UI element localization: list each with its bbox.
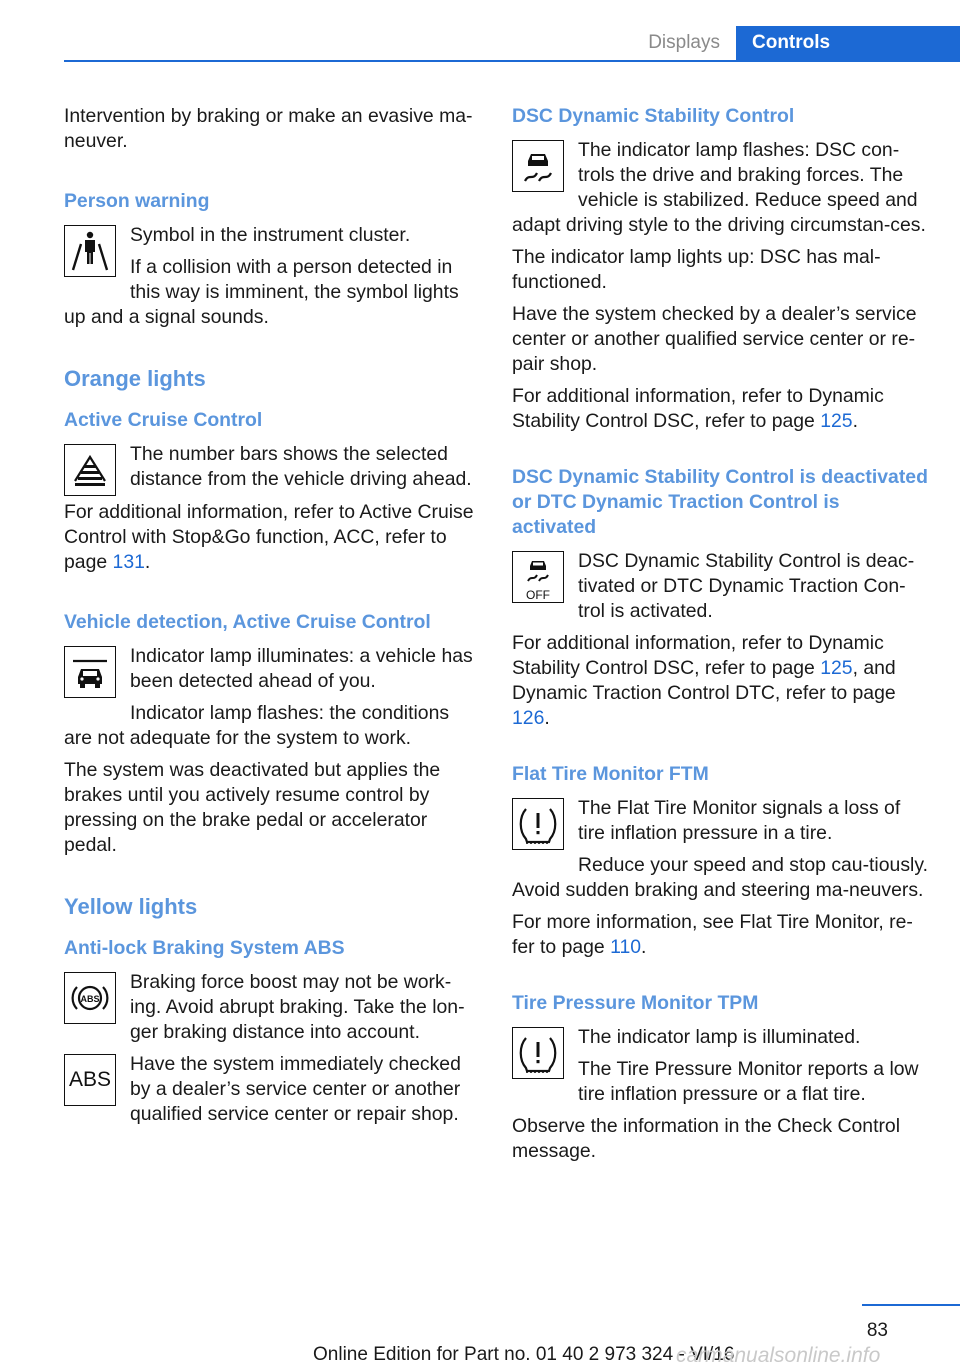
- intro-text: Intervention by braking or make an evasive ma‐neuver.: [64, 105, 473, 152]
- tpm-text-2: The Tire Pressure Monitor reports a low tire inflation pressure or a flat tire.: [578, 1058, 919, 1105]
- dsc-off-text-2: For additional information, refer to Dynamic Stability Control DSC, refer to page 125, and Dynamic Traction Control DTC, refer to page 126.: [512, 632, 896, 729]
- abs-text-1: Braking force boost may not be work‐ing. Avoid abrupt braking. Take the lon‐ger braking distance into account.: [130, 971, 465, 1043]
- right-column: [512, 104, 928, 1171]
- vehicle-ahead-icon: [64, 646, 116, 698]
- ftm-text-2: Reduce your speed and stop cau‐tiously. Avoid sudden braking and steering ma‐neuvers.: [512, 854, 928, 901]
- person-warning-section: [64, 223, 482, 337]
- tab-displays[interactable]: Displays: [648, 32, 720, 53]
- page-number: 83: [866, 1320, 888, 1341]
- ftm-section: [512, 796, 928, 910]
- page-header: [0, 0, 960, 62]
- left-column: [64, 104, 482, 1134]
- dsc-off-section: [512, 549, 928, 631]
- vehicle-detection-text-3: The system was deactivated but applies the brakes until you actively resume control by pressing on the brake pedal or accelerator pedal.: [64, 759, 441, 856]
- acc-heading: Active Cruise Control: [64, 409, 263, 431]
- tpm-heading: Tire Pressure Monitor TPM: [512, 992, 759, 1014]
- vehicle-detection-text-2: Indicator lamp flashes: the conditions are not adequate for the system to work.: [64, 702, 450, 749]
- footer-rule: [862, 1304, 960, 1306]
- dsc-off-heading: DSC Dynamic Stability Control is deactivated or DTC Dynamic Traction Control is activated: [512, 466, 928, 538]
- distance-bars-icon: [64, 444, 116, 496]
- vehicle-detection-text-1: Indicator lamp illuminates: a vehicle has been detected ahead of you.: [130, 645, 473, 692]
- page-link-125b[interactable]: 125: [820, 657, 853, 679]
- abs-text-2: Have the system immediately checked by a dealer’s service center or another qualified service center or repair shop.: [130, 1053, 461, 1125]
- yellow-lights-heading: Yellow lights: [64, 894, 198, 919]
- person-warning-heading: Person warning: [64, 190, 210, 212]
- page-link-110[interactable]: 110: [610, 936, 642, 958]
- dsc-text-4: For additional information, refer to Dynamic Stability Control DSC, refer to page 125.: [512, 385, 884, 432]
- page-link-126[interactable]: 126: [512, 707, 545, 729]
- ftm-text-3: For more information, see Flat Tire Monitor, re‐fer to page 110.: [512, 911, 913, 958]
- abs-section: [64, 970, 482, 1052]
- edition-text: Online Edition for Part no. 01 40 2 973 324 - VI/16: [313, 1344, 735, 1365]
- ftm-text-1: The Flat Tire Monitor signals a loss of tire inflation pressure in a tire.: [578, 797, 901, 844]
- dsc-text-1: The indicator lamp flashes: DSC con‐trols the drive and braking forces. The vehicle is stabilized. Reduce speed and adapt driving style to the driving circumstan‐ces.: [512, 139, 926, 236]
- dsc-skid-icon: [512, 140, 564, 192]
- tire-pressure-warning-icon: [512, 1027, 564, 1079]
- dsc-off-label: OFF: [526, 588, 550, 602]
- abs-icon-label: ABS: [68, 1068, 112, 1091]
- tpm-text-3: Observe the information in the Check Control message.: [512, 1115, 901, 1162]
- abs-circle-icon: [64, 972, 116, 1024]
- acc-section: [64, 442, 482, 500]
- dsc-text-2: The indicator lamp lights up: DSC has mal‐functioned.: [512, 246, 881, 293]
- pedestrian-warning-icon: [64, 225, 116, 277]
- page-footer: [0, 1304, 960, 1367]
- acc-text-2: For additional information, refer to Active Cruise Control with Stop&Go function, ACC, refer to page 131.: [64, 501, 474, 573]
- abs-heading: Anti-lock Braking System ABS: [64, 937, 345, 959]
- tpm-text-1: The indicator lamp is illuminated.: [578, 1026, 861, 1048]
- vehicle-detection-section: [64, 644, 482, 758]
- dsc-text-3: Have the system checked by a dealer’s service center or another qualified service center or re‐pair shop.: [512, 303, 917, 375]
- dsc-heading: DSC Dynamic Stability Control: [512, 105, 795, 127]
- person-warning-text-1: Symbol in the instrument cluster.: [130, 224, 411, 246]
- tire-warning-icon: [512, 798, 564, 850]
- svg-text:ABS: ABS: [80, 994, 100, 1004]
- ftm-heading: Flat Tire Monitor FTM: [512, 763, 709, 785]
- person-warning-text-2: If a collision with a person detected in this way is imminent, the symbol lights up and a signal sounds.: [64, 256, 459, 328]
- tab-controls[interactable]: Controls: [736, 26, 960, 62]
- page-link-125[interactable]: 125: [820, 410, 853, 432]
- page-link-131[interactable]: 131: [112, 551, 145, 573]
- acc-text-1: The number bars shows the selected distance from the vehicle driving ahead.: [130, 443, 472, 490]
- watermark: carmanualsonline.info: [676, 1344, 881, 1367]
- abs-section-2: [64, 1052, 482, 1134]
- dsc-off-icon: [512, 551, 564, 603]
- vehicle-detection-heading: Vehicle detection, Active Cruise Control: [64, 611, 431, 633]
- tpm-section: [512, 1025, 928, 1114]
- abs-text-icon: [64, 1054, 116, 1106]
- orange-lights-heading: Orange lights: [64, 366, 206, 391]
- header-rule: [64, 60, 960, 62]
- dsc-section: [512, 138, 928, 245]
- dsc-off-text-1: DSC Dynamic Stability Control is deac‐tivated or DTC Dynamic Traction Con‐trol is activated.: [578, 550, 915, 622]
